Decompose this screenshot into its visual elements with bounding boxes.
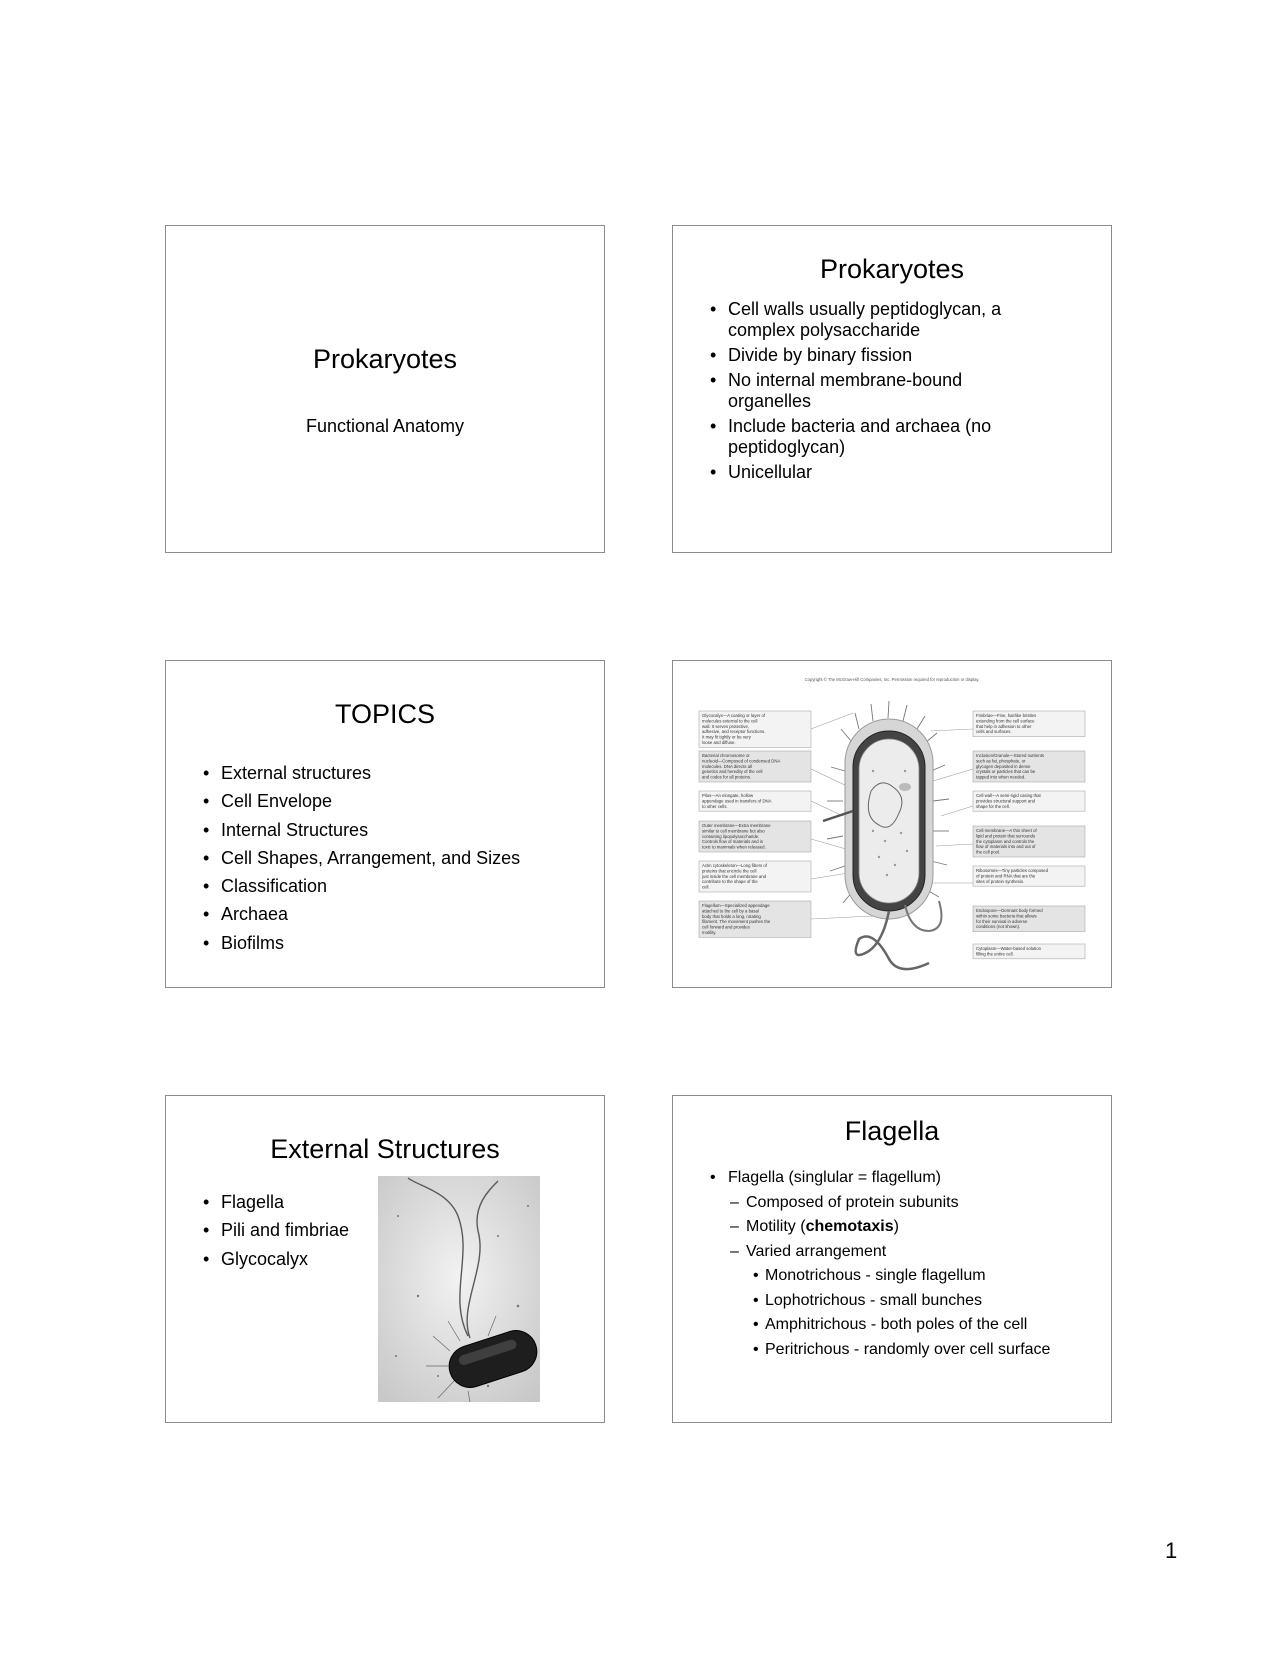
topic-item: • Classification <box>203 872 520 900</box>
bullet-text: complex polysaccharide <box>728 320 921 340</box>
outline-item: • Flagella (singlular = flagellum) <box>710 1166 1050 1191</box>
label-text: Flagellum—Specialized appendage attached to the cell by a basal body that holds a long, rotating filament. The movement pushes the cell forward and provides motility. <box>702 903 771 935</box>
slide-title: Prokaryotes <box>819 254 965 284</box>
slide-title: Prokaryotes <box>312 344 458 374</box>
label-text: Bacterial chromosome or nucleoid—Composed of condensed DNA molecules. DNA directs all genetics and heredity of the cell and codes for all proteins. <box>702 753 781 780</box>
flagella-outline <box>710 1166 1050 1362</box>
slide-title: Flagella <box>844 1116 940 1146</box>
topic-item: • External structures <box>203 759 520 787</box>
bullet-item <box>710 370 1001 412</box>
outline-item: – Motility (chemotaxis) <box>710 1215 1050 1240</box>
bullet-list <box>710 299 1001 483</box>
slide-5 <box>165 1095 605 1423</box>
bullet-text: Divide by binary fission <box>728 345 913 365</box>
label-text: Cell membrane—A thin sheet of lipid and protein that surrounds the cytoplasm and controls the flow of materials into and out of the cell pool. <box>976 828 1037 855</box>
right-label-boxes <box>973 711 1085 959</box>
outline-item: • Peritrichous - randomly over cell surface <box>710 1338 1050 1363</box>
flagellum <box>856 911 929 969</box>
bullet-item: • Pili and fimbriae <box>203 1216 349 1244</box>
bullet-text: organelles <box>728 391 812 411</box>
inclusion-granule <box>899 783 911 791</box>
topic-item: • Cell Envelope <box>203 787 520 815</box>
page-number: 1 <box>1165 1538 1178 1563</box>
slide-2 <box>672 225 1112 553</box>
bullet-item: • Glycocalyx <box>203 1245 349 1273</box>
label-text: Fimbriae—Fine, hairlike bristles extending from the cell surface that help in adhesion to other cells and surfaces. <box>976 713 1037 735</box>
slide-title: External Structures <box>270 1134 500 1164</box>
outline-item: • Monotrichous - single flagellum <box>710 1264 1050 1289</box>
cytoplasm <box>859 739 919 903</box>
slide-3 <box>165 660 605 988</box>
label-text: Pilus—An elongate, hollow appendage used in transfers of DNA to other cells. <box>702 793 772 809</box>
slide-4-cell-diagram <box>672 660 1112 988</box>
label-text: Endospore—Dormant body formed within some bacteria that allows for their survival in adverse conditions (not shown). <box>976 908 1043 930</box>
bullet-text: Unicellular <box>728 462 813 482</box>
slide-1 <box>165 225 605 553</box>
bullet-list <box>203 1188 349 1273</box>
label-text: Ribosomes—Tiny particles composed of protein and RNA that are the sites of protein synthesis. <box>976 868 1048 884</box>
bullet-text: Include bacteria and archaea (no <box>728 416 992 436</box>
bacterial-cell-diagram <box>673 661 1111 987</box>
topic-item: • Biofilms <box>203 929 520 957</box>
bullet-item <box>710 345 1001 366</box>
bold-term: chemotaxis <box>805 1218 894 1235</box>
label-text: Cell wall—A semi-rigid casing that provides structural support and shape for the cell. <box>976 793 1041 809</box>
bullet-item <box>710 462 1001 483</box>
left-label-boxes <box>699 711 811 937</box>
label-text: Glycocalyx—A coating or layer of molecules external to the cell wall. It serves protective, adhesive, and receptor functions. It may fit tightly or be very loose and diffuse. <box>702 713 766 745</box>
outline-item: • Amphitrichous - both poles of the cell <box>710 1313 1050 1338</box>
label-text: Inclusion/Granule—Stored nutrients such as fat, phosphate, or glycogen deposited in dense crystals or particles that can be tapped into when needed. <box>976 753 1045 780</box>
outline-item: – Composed of protein subunits <box>710 1191 1050 1216</box>
bullet-item <box>710 299 1001 341</box>
slide-subtitle: Functional Anatomy <box>305 416 465 436</box>
label-text: Outer membrane—Extra membrane similar to cell membrane but also containing lipopolysaccharide. Controls flow of materials and is toxic to mammals when released. <box>702 823 771 850</box>
slide-title: TOPICS <box>334 699 436 729</box>
bullet-text: No internal membrane-bound <box>728 370 963 390</box>
bullet-item <box>710 416 1001 458</box>
topic-item: • Archaea <box>203 900 520 928</box>
topic-item: • Cell Shapes, Arrangement, and Sizes <box>203 844 520 872</box>
bacterium-micrograph <box>378 1176 540 1402</box>
slide-6 <box>672 1095 1112 1423</box>
copyright-note: Copyright © The McGraw-Hill Companies, Inc. Permission required for reproduction or display. <box>804 677 980 682</box>
outline-item: – Varied arrangement <box>710 1240 1050 1265</box>
bullet-text: Cell walls usually peptidoglycan, a <box>728 299 1002 319</box>
topic-item: • Internal Structures <box>203 816 520 844</box>
label-text: Actin cytoskeleton—Long fibers of proteins that encircle the cell just inside the cell membrane and contribute to the shape of the cell. <box>702 863 767 890</box>
outline-item: • Lophotrichous - small bunches <box>710 1289 1050 1314</box>
topics-list <box>203 759 520 957</box>
bullet-item: • Flagella <box>203 1188 349 1216</box>
bullet-text: peptidoglycan) <box>728 437 846 457</box>
label-text: Cytoplasm—Water-based solution filling the entire cell. <box>976 946 1042 957</box>
